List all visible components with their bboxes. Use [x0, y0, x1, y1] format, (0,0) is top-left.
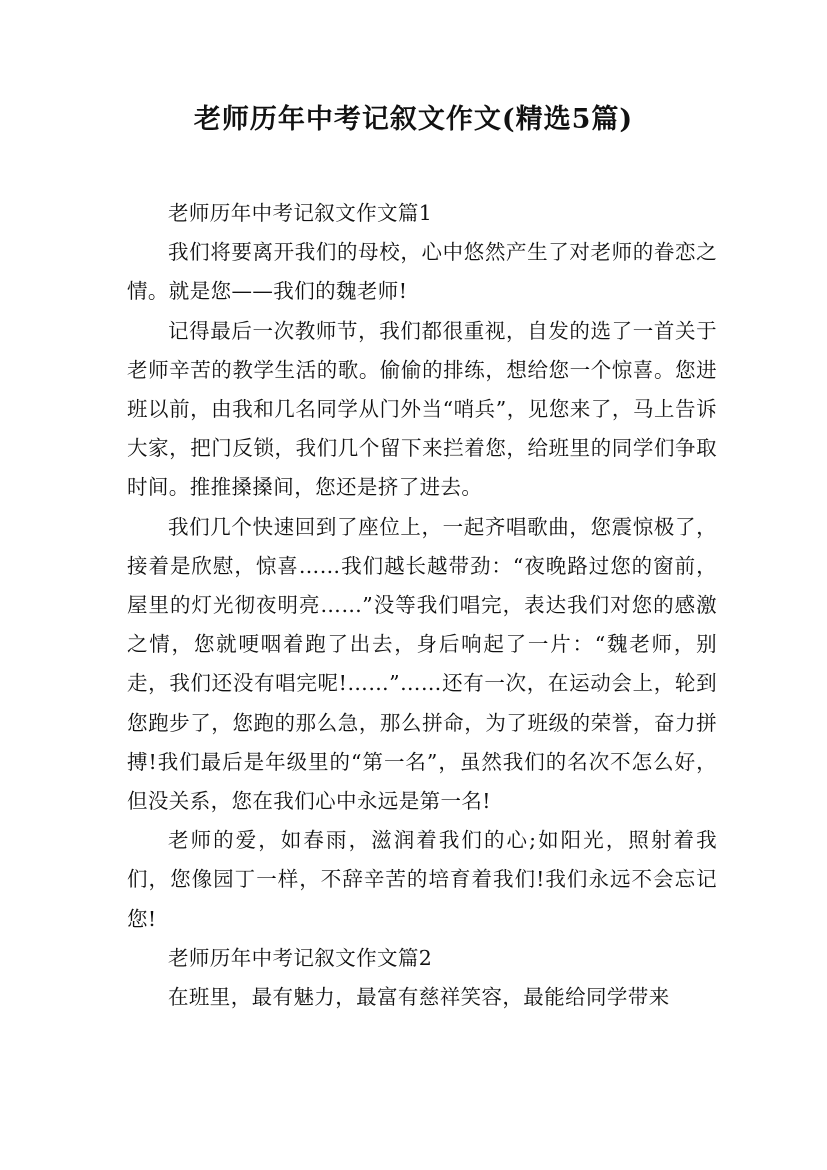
- document-title: 老师历年中考记叙文作文(精选5篇): [193, 104, 634, 135]
- section-heading-2: 老师历年中考记叙文作文篇2: [168, 945, 433, 970]
- paragraph: 我们几个快速回到了座位上，一起齐唱歌曲，您震惊极了，接着是欣慰，惊喜……我们越长越带劲：“夜晚路过您的窗前，屋里的灯光彻夜明亮……”没等我们唱完，表达我们对您的感激之情，您就哽咽着跑了出去，身后响起了一片：“魏老师，别走，我们还没有唱完呢!……”……还有一次，在运动会上，轮到您跑步了，您跑的那么急，那么拼命，为了班级的荣誉，奋力拼搏!我们最后是年级里的“第一名”，虽然我们的名次不怎么好，但没关系，您在我们心中永远是第一名!: [127, 514, 717, 814]
- paragraph: 我们将要离开我们的母校，心中悠然产生了对老师的眷恋之情。就是您——我们的魏老师!: [127, 240, 717, 304]
- paragraph: 记得最后一次教师节，我们都很重视，自发的选了一首关于老师辛苦的教学生活的歌。偷偷的排练，想给您一个惊喜。您进班以前，由我和几名同学从门外当“哨兵”，见您来了，马上告诉大家，把门反锁，我们几个留下来拦着您，给班里的同学们争取时间。推推搡搡间，您还是挤了进去。: [127, 318, 717, 500]
- document-body: [127, 194, 717, 1017]
- paragraph: 老师的爱，如春雨，滋润着我们的心;如阳光，照射着我们，您像园丁一样，不辞辛苦的培育着我们!我们永远不会忘记您!: [127, 828, 717, 931]
- paragraph: 在班里，最有魅力，最富有慈祥笑容，最能给同学带来: [168, 985, 670, 1010]
- section-heading-1: 老师历年中考记叙文作文篇1: [168, 201, 433, 225]
